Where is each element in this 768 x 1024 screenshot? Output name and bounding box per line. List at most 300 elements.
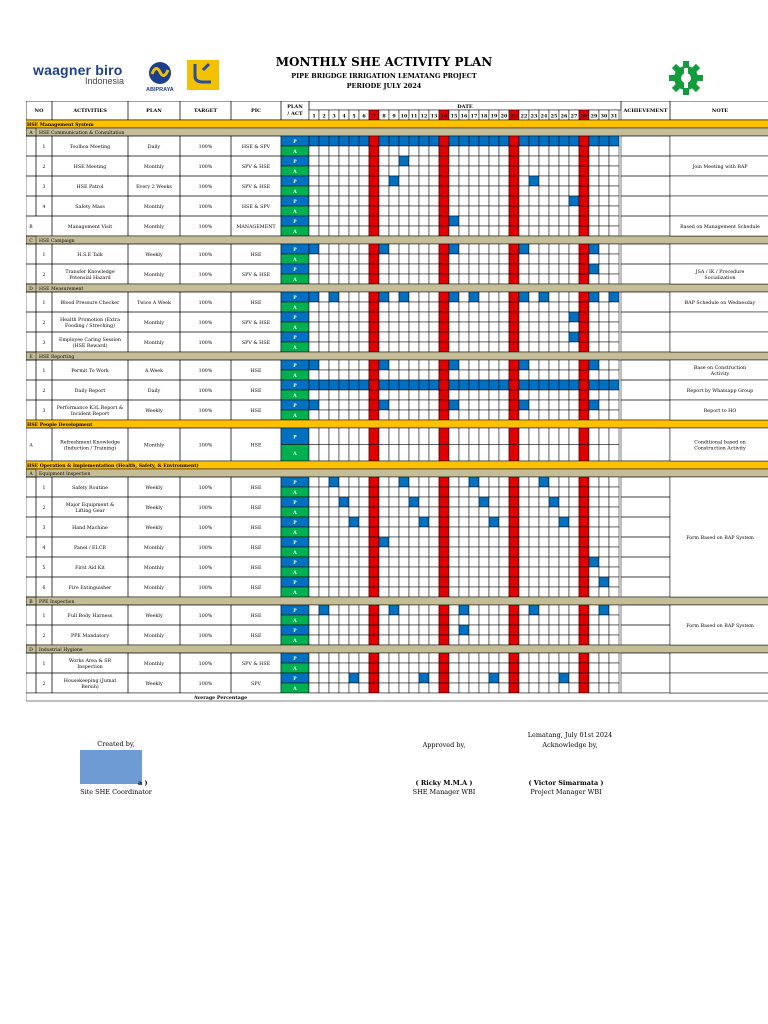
actual-day-cell xyxy=(479,567,489,577)
actual-day-cell xyxy=(389,206,399,216)
day-cell xyxy=(429,400,439,410)
activity-pic: HSE xyxy=(250,301,262,306)
day-cell xyxy=(329,244,339,254)
achievement-cell xyxy=(621,332,670,352)
day-cell xyxy=(309,332,319,342)
actual-day-cell xyxy=(519,527,529,537)
actual-day-cell xyxy=(409,410,419,420)
actual-day-cell xyxy=(499,587,509,597)
day-cell xyxy=(329,517,339,527)
activity-plan-table xyxy=(26,101,768,713)
planned-day-mark xyxy=(599,136,609,146)
actual-day-cell xyxy=(459,587,469,597)
actual-day-cell xyxy=(429,342,439,352)
day-cell xyxy=(569,537,579,547)
actual-day-cell xyxy=(589,567,599,577)
actual-day-cell xyxy=(529,635,539,645)
actual-day-cell xyxy=(589,487,599,497)
actual-day-cell xyxy=(369,186,379,196)
actual-day-cell xyxy=(359,226,369,236)
note-cell xyxy=(670,176,768,196)
day-cell xyxy=(389,625,399,635)
actual-day-cell xyxy=(349,487,359,497)
day-cell xyxy=(409,400,419,410)
day-cell xyxy=(559,244,569,254)
actual-day-cell xyxy=(479,226,489,236)
day-cell xyxy=(509,557,519,567)
actual-day-cell xyxy=(379,206,389,216)
day-cell xyxy=(579,292,589,302)
day-cell xyxy=(579,557,589,567)
day-cell xyxy=(369,136,379,146)
actual-day-cell xyxy=(469,206,479,216)
actual-day-cell xyxy=(469,683,479,693)
actual-day-cell xyxy=(359,587,369,597)
row-number: 2 xyxy=(42,273,46,278)
day-number: 19 xyxy=(490,113,498,120)
day-cell xyxy=(459,244,469,254)
actual-day-cell xyxy=(449,615,459,625)
actual-day-cell xyxy=(319,342,329,352)
day-cell xyxy=(369,537,379,547)
day-cell xyxy=(489,156,499,166)
actual-day-cell xyxy=(359,206,369,216)
day-cell xyxy=(449,156,459,166)
day-cell xyxy=(359,557,369,567)
achievement-cell xyxy=(621,360,670,380)
actual-day-cell xyxy=(609,186,619,196)
day-cell xyxy=(469,216,479,226)
day-cell xyxy=(599,557,609,567)
actual-day-cell xyxy=(349,527,359,537)
activity-frequency: Weekly xyxy=(145,253,163,258)
planned-day-mark xyxy=(589,360,599,370)
actual-day-cell xyxy=(319,507,329,517)
actual-day-cell xyxy=(529,445,539,462)
actual-day-cell xyxy=(349,683,359,693)
actual-day-cell xyxy=(579,254,589,264)
planned-day-mark xyxy=(349,380,359,390)
day-cell xyxy=(449,653,459,663)
day-cell xyxy=(349,557,359,567)
average-percentage-label: Average Percentage xyxy=(193,695,248,701)
activity-frequency: Monthly xyxy=(143,321,165,326)
actual-day-cell xyxy=(369,342,379,352)
planned-day-mark xyxy=(589,292,599,302)
activity-name: (HSE Reward) xyxy=(72,344,108,349)
actual-day-cell xyxy=(519,547,529,557)
actual-day-cell xyxy=(339,445,349,462)
activity-name: Bersih) xyxy=(81,685,99,690)
actual-day-cell xyxy=(429,390,439,400)
activity-note: Conditional based on xyxy=(694,440,746,446)
actual-marker: A xyxy=(293,326,297,331)
actual-day-cell xyxy=(329,527,339,537)
day-cell xyxy=(389,156,399,166)
actual-day-cell xyxy=(609,302,619,312)
actual-day-cell xyxy=(579,567,589,577)
day-cell xyxy=(319,332,329,342)
day-cell xyxy=(329,156,339,166)
actual-day-cell xyxy=(579,487,589,497)
day-cell xyxy=(429,332,439,342)
actual-day-cell xyxy=(419,342,429,352)
day-cell xyxy=(399,673,409,683)
day-cell xyxy=(499,332,509,342)
day-cell xyxy=(479,625,489,635)
plan-marker: P xyxy=(293,248,297,253)
day-cell xyxy=(509,653,519,663)
actual-day-cell xyxy=(389,663,399,673)
actual-day-cell xyxy=(349,615,359,625)
activity-name: (Induction / Training) xyxy=(63,446,117,452)
actual-day-cell xyxy=(459,527,469,537)
subsection-band xyxy=(26,284,768,292)
actual-day-cell xyxy=(419,547,429,557)
actual-day-cell xyxy=(519,487,529,497)
actual-day-cell xyxy=(359,166,369,176)
actual-day-cell xyxy=(399,615,409,625)
actual-day-cell xyxy=(359,254,369,264)
planned-day-mark xyxy=(309,380,319,390)
activity-note: Form Based on BAP System xyxy=(686,624,754,629)
activity-frequency: Monthly xyxy=(143,341,165,346)
planned-day-mark xyxy=(519,136,529,146)
subsection-letter: D xyxy=(29,287,33,292)
day-cell xyxy=(349,156,359,166)
day-cell xyxy=(439,497,449,507)
row-number: 1 xyxy=(42,301,46,306)
actual-day-cell xyxy=(589,635,599,645)
actual-day-cell xyxy=(379,487,389,497)
day-cell xyxy=(349,244,359,254)
day-cell xyxy=(319,537,329,547)
actual-day-cell xyxy=(579,186,589,196)
actual-day-cell xyxy=(539,166,549,176)
actual-day-cell xyxy=(379,302,389,312)
actual-day-cell xyxy=(339,507,349,517)
activity-name: Incident Report xyxy=(70,412,110,417)
actual-day-cell xyxy=(599,390,609,400)
day-cell xyxy=(519,156,529,166)
day-cell xyxy=(539,517,549,527)
day-cell xyxy=(369,264,379,274)
actual-day-cell xyxy=(559,527,569,537)
actual-day-cell xyxy=(409,567,419,577)
day-cell xyxy=(529,577,539,587)
day-cell xyxy=(579,156,589,166)
actual-day-cell xyxy=(449,274,459,284)
day-cell xyxy=(549,537,559,547)
row-indent-cell xyxy=(26,360,36,380)
actual-day-cell xyxy=(339,370,349,380)
actual-day-cell xyxy=(559,254,569,264)
actual-day-cell xyxy=(409,186,419,196)
day-cell xyxy=(399,577,409,587)
actual-day-cell xyxy=(509,547,519,557)
planned-day-mark xyxy=(399,156,409,166)
day-number: 8 xyxy=(382,113,386,120)
plan-marker: P xyxy=(293,404,297,409)
day-cell xyxy=(569,517,579,527)
actual-day-cell xyxy=(369,445,379,462)
actual-day-cell xyxy=(419,487,429,497)
actual-day-cell xyxy=(349,587,359,597)
day-cell xyxy=(459,557,469,567)
day-cell xyxy=(599,216,609,226)
day-cell xyxy=(349,312,359,322)
day-cell xyxy=(509,196,519,206)
day-cell xyxy=(319,653,329,663)
actual-day-cell xyxy=(459,186,469,196)
actual-day-cell xyxy=(419,186,429,196)
day-cell xyxy=(399,264,409,274)
actual-day-cell xyxy=(559,487,569,497)
day-cell xyxy=(569,605,579,615)
header-plan: PLAN xyxy=(146,108,162,114)
day-cell xyxy=(399,605,409,615)
actual-day-cell xyxy=(369,322,379,332)
activity-frequency: Monthly xyxy=(143,205,165,210)
actual-day-cell xyxy=(309,527,319,537)
acknowledge-by-label: Acknowledge by, xyxy=(542,741,598,749)
actual-day-cell xyxy=(369,390,379,400)
day-number: 16 xyxy=(460,113,468,120)
subsection-title: HSE Reporting xyxy=(39,355,75,360)
day-cell xyxy=(539,312,549,322)
actual-day-cell xyxy=(389,390,399,400)
day-cell xyxy=(539,557,549,567)
day-cell xyxy=(389,196,399,206)
actual-day-cell xyxy=(529,342,539,352)
day-cell xyxy=(539,360,549,370)
actual-day-cell xyxy=(369,146,379,156)
actual-day-cell xyxy=(579,370,589,380)
actual-day-cell xyxy=(569,487,579,497)
actual-day-cell xyxy=(519,166,529,176)
day-number: 15 xyxy=(450,113,458,120)
day-cell xyxy=(529,216,539,226)
plan-marker: P xyxy=(293,481,297,486)
day-cell xyxy=(359,577,369,587)
achievement-cell xyxy=(621,477,670,497)
activity-pic: HSE xyxy=(250,586,262,591)
actual-day-cell xyxy=(409,342,419,352)
activity-note: BAP Schedule on Wednesday xyxy=(684,301,756,306)
planned-day-mark xyxy=(329,477,339,487)
actual-day-cell xyxy=(589,445,599,462)
day-cell xyxy=(519,196,529,206)
actual-day-cell xyxy=(339,567,349,577)
subsection-band xyxy=(26,597,768,605)
day-cell xyxy=(519,332,529,342)
day-cell xyxy=(359,312,369,322)
actual-day-cell xyxy=(359,445,369,462)
achievement-cell xyxy=(621,625,670,645)
day-cell xyxy=(529,497,539,507)
day-cell xyxy=(319,517,329,527)
actual-day-cell xyxy=(509,370,519,380)
planned-day-mark xyxy=(459,380,469,390)
planned-day-mark xyxy=(469,477,479,487)
actual-day-cell xyxy=(549,507,559,517)
day-cell xyxy=(469,156,479,166)
day-cell xyxy=(409,244,419,254)
planned-day-mark xyxy=(399,477,409,487)
day-cell xyxy=(389,577,399,587)
actual-day-cell xyxy=(409,587,419,597)
actual-day-cell xyxy=(459,226,469,236)
actual-day-cell xyxy=(319,302,329,312)
day-cell xyxy=(349,176,359,186)
activity-name: Works Area & SR xyxy=(68,659,112,664)
actual-day-cell xyxy=(439,206,449,216)
actual-day-cell xyxy=(549,567,559,577)
day-cell xyxy=(449,517,459,527)
actual-day-cell xyxy=(479,390,489,400)
actual-day-cell xyxy=(509,445,519,462)
day-cell xyxy=(479,244,489,254)
day-cell xyxy=(489,577,499,587)
day-cell xyxy=(349,196,359,206)
actual-day-cell xyxy=(559,226,569,236)
actual-day-cell xyxy=(369,410,379,420)
actual-day-cell xyxy=(559,635,569,645)
actual-day-cell xyxy=(429,146,439,156)
day-cell xyxy=(509,332,519,342)
activity-name: PPE Mandatory xyxy=(70,634,110,639)
row-number: 1 xyxy=(42,145,46,150)
day-cell xyxy=(369,625,379,635)
actual-day-cell xyxy=(569,390,579,400)
achievement-cell xyxy=(621,244,670,264)
actual-day-cell xyxy=(319,370,329,380)
planned-day-mark xyxy=(469,292,479,302)
actual-day-cell xyxy=(509,507,519,517)
actual-day-cell xyxy=(609,547,619,557)
actual-day-cell xyxy=(369,683,379,693)
actual-day-cell xyxy=(549,302,559,312)
actual-day-cell xyxy=(579,587,589,597)
actual-day-cell xyxy=(579,445,589,462)
day-cell xyxy=(469,196,479,206)
day-cell xyxy=(509,428,519,445)
day-cell xyxy=(579,428,589,445)
planned-day-mark xyxy=(329,292,339,302)
day-cell xyxy=(599,264,609,274)
day-cell xyxy=(539,497,549,507)
day-cell xyxy=(529,653,539,663)
actual-day-cell xyxy=(319,445,329,462)
actual-day-cell xyxy=(369,587,379,597)
actual-day-cell xyxy=(409,615,419,625)
day-cell xyxy=(449,605,459,615)
day-cell xyxy=(479,428,489,445)
day-cell xyxy=(309,428,319,445)
actual-day-cell xyxy=(519,226,529,236)
day-cell xyxy=(309,625,319,635)
activity-frequency: Weekly xyxy=(145,409,163,414)
subsection-letter: D xyxy=(29,648,33,653)
actual-day-cell xyxy=(529,567,539,577)
actual-day-cell xyxy=(419,587,429,597)
actual-day-cell xyxy=(459,254,469,264)
actual-day-cell xyxy=(589,302,599,312)
day-cell xyxy=(389,264,399,274)
day-cell xyxy=(609,400,619,410)
actual-day-cell xyxy=(469,507,479,517)
day-cell xyxy=(369,292,379,302)
day-cell xyxy=(589,428,599,445)
planned-day-mark xyxy=(409,497,419,507)
activity-frequency: Weekly xyxy=(145,526,163,531)
day-cell xyxy=(429,292,439,302)
actual-day-cell xyxy=(359,663,369,673)
actual-day-cell xyxy=(589,274,599,284)
actual-day-cell xyxy=(539,370,549,380)
actual-day-cell xyxy=(339,166,349,176)
subsection-band xyxy=(26,128,768,136)
day-cell xyxy=(349,428,359,445)
actual-day-cell xyxy=(559,507,569,517)
day-cell xyxy=(499,176,509,186)
planned-day-mark xyxy=(599,605,609,615)
actual-day-cell xyxy=(509,587,519,597)
note-cell xyxy=(670,136,768,156)
actual-day-cell xyxy=(549,206,559,216)
actual-day-cell xyxy=(589,254,599,264)
activity-pic: SPV & HSE xyxy=(241,185,271,190)
actual-day-cell xyxy=(319,547,329,557)
day-cell xyxy=(379,216,389,226)
day-cell xyxy=(439,216,449,226)
actual-day-cell xyxy=(589,146,599,156)
day-cell xyxy=(319,673,329,683)
planned-day-mark xyxy=(529,605,539,615)
day-cell xyxy=(569,577,579,587)
row-number: 1 xyxy=(42,369,46,374)
actual-day-cell xyxy=(509,683,519,693)
activity-target: 100% xyxy=(198,506,213,511)
section-band xyxy=(26,120,768,128)
day-cell xyxy=(559,497,569,507)
actual-day-cell xyxy=(529,615,539,625)
day-cell xyxy=(479,517,489,527)
actual-day-cell xyxy=(339,547,349,557)
day-cell xyxy=(409,176,419,186)
day-number: 30 xyxy=(600,113,608,120)
activity-target: 100% xyxy=(198,301,213,306)
actual-day-cell xyxy=(569,186,579,196)
day-cell xyxy=(509,216,519,226)
day-cell xyxy=(599,477,609,487)
actual-day-cell xyxy=(569,342,579,352)
activity-note: Form Based on BAP System xyxy=(686,536,754,541)
actual-marker: A xyxy=(293,687,297,692)
actual-day-cell xyxy=(589,683,599,693)
day-cell xyxy=(439,380,449,390)
day-cell xyxy=(399,625,409,635)
activity-target: 100% xyxy=(198,273,213,278)
actual-day-cell xyxy=(469,390,479,400)
actual-day-cell xyxy=(509,342,519,352)
day-number: 20 xyxy=(500,113,508,120)
actual-marker: A xyxy=(293,571,297,576)
day-cell xyxy=(359,360,369,370)
actual-day-cell xyxy=(489,302,499,312)
day-cell xyxy=(309,653,319,663)
day-cell xyxy=(359,537,369,547)
